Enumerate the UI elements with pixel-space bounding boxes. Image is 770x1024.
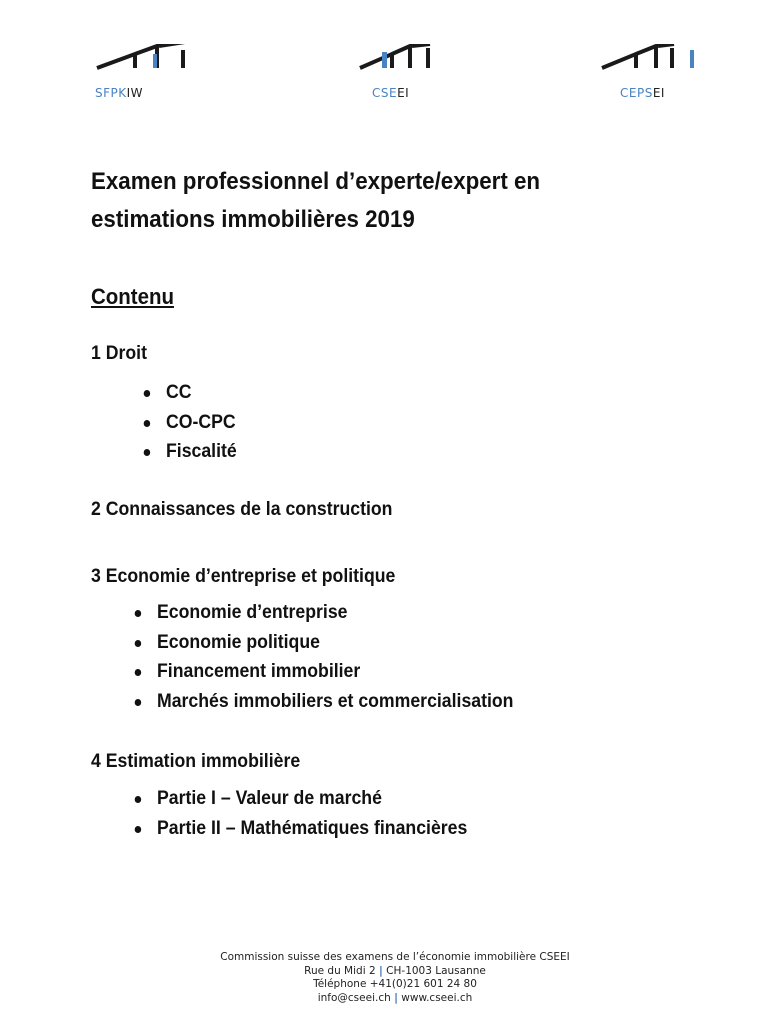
logo-mark-icon	[358, 44, 433, 72]
list-item: Partie I – Valeur de marché	[157, 784, 467, 814]
footer-organization: Commission suisse des examens de l’économie immobilière CSEEI	[220, 951, 570, 963]
list-item: CC	[166, 378, 237, 408]
section-construction	[91, 498, 415, 522]
logo-label: CSEEI	[372, 86, 410, 100]
bullet-icon	[144, 449, 151, 456]
logo-sfpkiw	[95, 44, 190, 100]
logo-cseei	[358, 44, 433, 100]
section-title: 1 Droit	[91, 343, 147, 364]
section-title: 2 Connaissances de la construction	[91, 499, 393, 520]
footer-website-link[interactable]: www.cseei.ch	[401, 991, 473, 1004]
list-item: CO-CPC	[166, 408, 237, 438]
list-item: Partie II – Mathématiques financières	[157, 814, 467, 844]
logo-mark-icon	[600, 44, 700, 72]
list-item: Financement immobilier	[157, 657, 513, 687]
list-item: Fiscalité	[166, 437, 237, 467]
footer-contact: info@cseei.ch | www.cseei.ch	[317, 991, 473, 1004]
list-item: Economie politique	[157, 628, 513, 658]
footer-address: Rue du Midi 2 | CH-1003 Lausanne	[304, 964, 486, 977]
bullet-icon	[144, 420, 151, 427]
bullet-list	[166, 378, 242, 467]
list-item: Marchés immobiliers et commercialisation	[157, 687, 513, 717]
list-item: Economie d’entreprise	[157, 598, 513, 628]
logo-mark-icon	[95, 44, 190, 72]
bullet-list	[157, 598, 540, 716]
logo-cepsei	[600, 44, 700, 100]
logo-label: SFPKIW	[95, 86, 144, 100]
section-economie	[91, 565, 540, 716]
section-title: 4 Estimation immobilière	[91, 751, 301, 772]
logo-label: CEPSEI	[620, 86, 665, 100]
header-logos	[0, 44, 770, 124]
section-estimation	[91, 750, 491, 843]
page-footer	[180, 951, 610, 1005]
document-title: Examen professionnel d’experte/expert en estimations immobilières 2019	[91, 168, 541, 233]
bullet-icon	[144, 390, 151, 397]
bullet-icon	[135, 826, 142, 833]
footer-phone: Téléphone +41(0)21 601 24 80	[313, 978, 477, 990]
bullet-icon	[135, 610, 142, 617]
footer-email-link[interactable]: info@cseei.ch	[317, 991, 391, 1004]
bullet-icon	[135, 796, 142, 803]
bullet-list	[157, 784, 491, 843]
bullet-icon	[135, 640, 142, 647]
section-droit	[91, 342, 242, 467]
contents-heading: Contenu	[91, 284, 174, 309]
section-title: 3 Economie d’entreprise et politique	[91, 566, 396, 587]
bullet-icon	[135, 699, 142, 706]
bullet-icon	[135, 669, 142, 676]
